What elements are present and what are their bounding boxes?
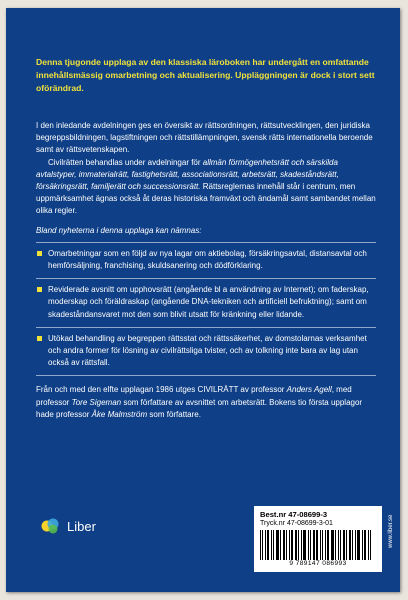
barcode-bar	[320, 530, 321, 560]
barcode-bar	[291, 530, 293, 560]
barcode-bar	[265, 530, 266, 560]
barcode-bar	[352, 530, 353, 560]
barcode-bar	[273, 530, 274, 560]
description	[36, 120, 376, 421]
barcode-bar	[308, 530, 309, 560]
publisher-name: Liber	[67, 518, 96, 534]
barcode-bar	[322, 530, 323, 560]
barcode-bar	[316, 530, 318, 560]
barcode-bar	[260, 530, 261, 560]
barcode-bar	[295, 530, 297, 560]
barcode-bar	[276, 530, 279, 560]
civil-law-paragraph: Civilrätten behandlas under avdelningar för allmän förmögenhetsrätt och särskilda avtalstyper, immaterialrätt, fastighetsrätt, associationsrätt, arbetsrätt, skadeståndsrätt, försäkringsrätt, familjerätt och successionsrätt. Rättsreglernas innehåll står i centrum, men uppmärksamhet ägnas också åt deras historiska framväxt och ändamål samt sambandet mellan olika regler.	[36, 157, 376, 216]
list-item: Reviderade avsnitt om upphovsrätt (angående bl a användning av Internet); om faderskap, moderskap och föräldraskap (angående DNA-tekniken och artificiell befruktning); samt om skadeståndansvaret mot den som blivit utsatt för kränkning eller lidande.	[36, 278, 376, 327]
barcode-bar	[313, 530, 315, 560]
best-nr: Best.nr 47-08699-3	[260, 510, 328, 519]
publisher-url: www.liber.se	[388, 514, 394, 548]
barcode-bar	[280, 530, 281, 560]
barcode-bar	[325, 530, 326, 560]
intro-text: Denna tjugonde upplaga av den klassiska läroboken har undergått en omfattande innehållsmässig omarbetning och aktualisering. Uppläggningen är dock i stort sett oförändrad.	[36, 57, 375, 93]
barcode-bar	[364, 530, 366, 560]
barcode-bar	[335, 530, 336, 560]
barcode-bar	[303, 530, 306, 560]
authors-paragraph: Från och med den elfte upplagan 1986 utges CIVILRÄTT av professor Anders Agell, med professor Tore Sigeman som författare av avsnittet om arbetsrätt. Bokens tio första upplagor hade professor Åke Malmström som författare.	[36, 385, 363, 419]
barcode-bar	[343, 530, 345, 560]
list-item: Omarbetningar som en följd av nya lagar om aktiebolag, försäkringsavtal, distansavtal och hemförsäljning, franchising, skuldsanering och dödförklaring.	[36, 242, 376, 278]
tryck-nr: Tryck.nr 47-08699-3-01	[260, 520, 333, 527]
isbn-barcode	[254, 506, 382, 572]
barcode-bar	[310, 530, 311, 560]
news-subheading: Bland nyheterna i denna upplaga kan nämnas:	[36, 225, 202, 235]
barcode-bar	[289, 530, 290, 560]
barcode-bars	[260, 530, 376, 560]
barcode-bar	[346, 530, 347, 560]
barcode-bar	[370, 530, 371, 560]
barcode-bar	[340, 530, 341, 560]
barcode-bar	[362, 530, 363, 560]
barcode-bar	[267, 530, 269, 560]
list-item: Utökad behandling av begreppen rättsstat och rättssäkerhet, av domstolarnas verksamhet och andra former för lösning av civilrättsliga tvister, och av tolkning inte bara av lag utan också av rättsfall.	[36, 327, 376, 377]
barcode-bar	[327, 530, 329, 560]
liber-logo-icon	[40, 516, 64, 536]
barcode-bar	[355, 530, 356, 560]
barcode-bar	[368, 530, 369, 560]
barcode-number: 9 789147 086993	[289, 560, 347, 567]
barcode-bar	[338, 530, 339, 560]
barcode-bar	[349, 530, 351, 560]
barcode-bar	[357, 530, 360, 560]
barcode-bar	[271, 530, 272, 560]
book-back-cover	[6, 8, 400, 592]
barcode-bar	[262, 530, 263, 560]
news-list	[36, 242, 376, 377]
overview-paragraph: I den inledande avdelningen ges en översikt av rättsordningen, rättsutvecklingen, den juridiska begreppsbildningen, lagstiftningen och rättstillämpningen, svensk rätts internationella beroende samt av rättsvetenskapen.	[36, 121, 373, 155]
barcode-bar	[298, 530, 299, 560]
barcode-bar	[286, 530, 287, 560]
barcode-bar	[331, 530, 334, 560]
barcode-bar	[301, 530, 302, 560]
barcode-bar	[283, 530, 285, 560]
publisher-logo	[40, 516, 96, 536]
